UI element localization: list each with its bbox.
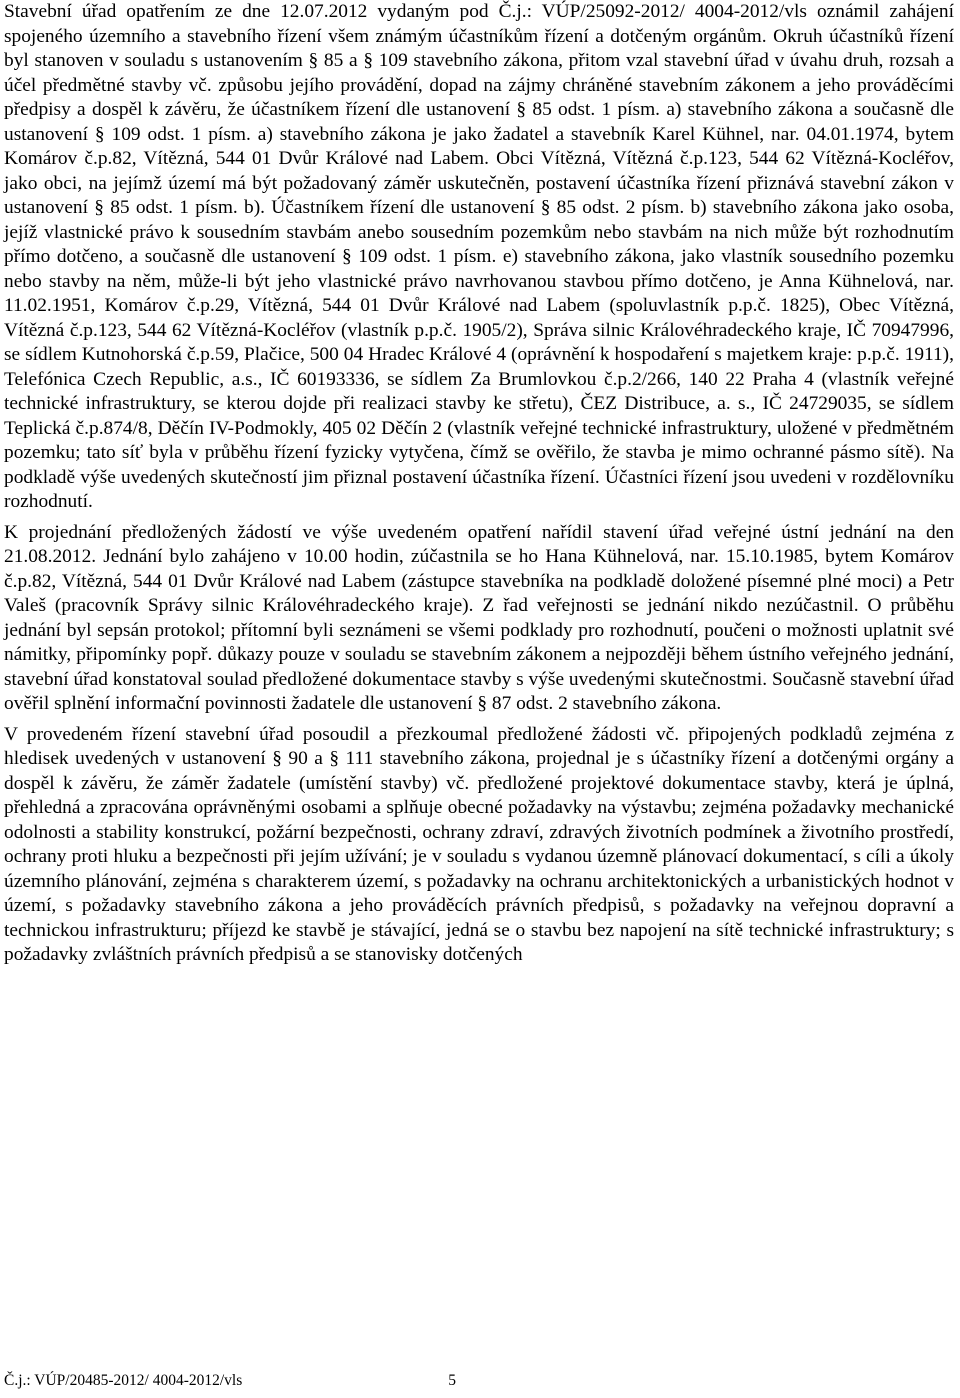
paragraph-participants: Stavební úřad opatřením ze dne 12.07.2012 vydaným pod Č.j.: VÚP/25092-2012/ 4004-2012/vls oznámil zahájení spojeného územního a stavebního řízení všem známým účastníkům řízení a dotčeným orgánům. Okruh účastníků řízení byl stanoven v souladu s ustanovením § 85 a § 109 stavebního zákona, přitom vzal stavební úřad v úvahu druh, rozsah a účel předmětné stavby vč. způsobu jejího provádění, dopad na zájmy chráněné stavebním zákonem a jeho prováděcími předpisy a dospěl k závěru, že účastníkem řízení dle ustanovení § 85 odst. 1 písm. a) stavebního zákona a současně dle ustanovení § 109 odst. 1 písm. a) stavebního zákona je jako žadatel a stavebník Karel Kühnel, nar. 04.01.1974, bytem Komárov č.p.82, Vítězná, 544 01 Dvůr Králové nad Labem. Obci Vítězná, Vítězná č.p.123, 544 62 Vítězná-Kocléřov, jako obci, na jejímž území má být požadovaný záměr uskutečněn, postavení účastníka řízení přiznává stavební zákon v ustanovení § 85 odst. 1 písm. b). Účastníkem řízení dle ustanovení § 85 odst. 2 písm. b) stavebního zákona jako osoba, jejíž vlastnické právo k sousedním stavbám anebo sousedním pozemkům nebo stavbám na nich může být rozhodnutím přímo dotčeno, a současně dle ustanovení § 109 odst. 1 písm. e) stavebního zákona, jako vlastník sousedního pozemku nebo stavby na něm, může-li být jeho vlastnické právo navrhovanou stavbou přímo dotčeno, je Anna Kühnelová, nar. 11.02.1951, Komárov č.p.29, Vítězná, 544 01 Dvůr Králové nad Labem (spoluvlastník p.p.č. 1825), Obec Vítězná, Vítězná č.p.123, 544 62 Vítězná-Kocléřov (vlastník p.p.č. 1905/2), Správa silnic Královéhradeckého kraje, IČ 70947996, se sídlem Kutnohorská č.p.59, Plačice, 500 04 Hradec Králové 4 (oprávnění k hospodaření s majetkem kraje: p.p.č. 1911), Telefónica Czech Republic, a.s., IČ 60193336, se sídlem Za Brumlovkou č.p.2/266, 140 22 Praha 4 (vlastník veřejné technické infrastruktury, se kterou dojde při realizaci stavby ke střetu), ČEZ Distribuce, a. s., IČ 24729035, se sídlem Teplická č.p.874/8, Děčín IV-Podmokly, 405 02 Děčín 2 (vlastník veřejné technické infrastruktury, uložené v předmětném pozemku; tato síť byla v průběhu řízení fyzicky vytyčena, čímž se ověřilo, že stavba je mimo ochranné pásmo sítě). Na podkladě výše uvedených skutečností jim přiznal postavení účastníka řízení. Účastníci řízení jsou uvedeni v rozdělovníku rozhodnutí. [4, 1, 954, 512]
footer-reference: Č.j.: VÚP/20485-2012/ 4004-2012/vls [4, 1372, 243, 1389]
document-body [4, 0, 954, 968]
page-number: 5 [448, 1372, 456, 1389]
paragraph-assessment: V provedeném řízení stavební úřad posoudil a přezkoumal předložené žádosti vč. připojených podkladů zejména z hledisek uvedených v ustanovení § 90 a § 111 stavebního zákona, projednal je s účastníky řízení a dotčenými orgány a dospěl k závěru, že záměr žadatele (umístění stavby) vč. předložené projektové dokumentace stavby, která je úplná, přehledná a zpracována oprávněnými osobami a splňuje obecné požadavky na výstavbu; zejména požadavky mechanické odolnosti a stability konstrukcí, požární bezpečnosti, ochrany zdraví, zdravých životních podmínek a životního prostředí, ochrany proti hluku a bezpečnosti při jejím užívání; je v souladu s vydanou územně plánovací dokumentací, s cíli a úkoly územního plánování, zejména s charakterem území, s požadavky na ochranu architektonických a urbanistických hodnot v území, s požadavky stavebního zákona a jeho prováděcích právních předpisů, s požadavky na veřejnou dopravní a technickou infrastrukturu; příjezd ke stavbě je stávající, jedná se o stavbu bez napojení na sítě technické infrastruktury; s požadavky zvláštních právních předpisů a se stanovisky dotčených [4, 723, 954, 965]
paragraph-hearing: K projednání předložených žádostí ve výše uvedeném opatření nařídil stavení úřad veřejné ústní jednání na den 21.08.2012. Jednání bylo zahájeno v 10.00 hodin, zúčastnila se ho Hana Kühnelová, nar. 15.10.1985, bytem Komárov č.p.82, Vítězná, 544 01 Dvůr Králové nad Labem (zástupce stavebníka na podkladě doložené písemné plné moci) a Petr Valeš (pracovník Správy silnic Královéhradeckého kraje). Z řad veřejnosti se jednání nikdo nezúčastnil. O průběhu jednání byl sepsán protokol; přítomní byli seznámeni se všemi podklady pro rozhodnutí, poučeni o možnosti uplatnit své námitky, připomínky popř. důkazy pouze v souladu se stavebním zákonem a nejpozději během ústního veřejného jednání, stavební úřad konstatoval soulad předložené dokumentace stavby s výše uvedenými skutečnostmi. Současně stavební úřad ověřil splnění informační povinnosti žadatele dle ustanovení § 87 odst. 2 stavebního zákona. [4, 521, 954, 714]
